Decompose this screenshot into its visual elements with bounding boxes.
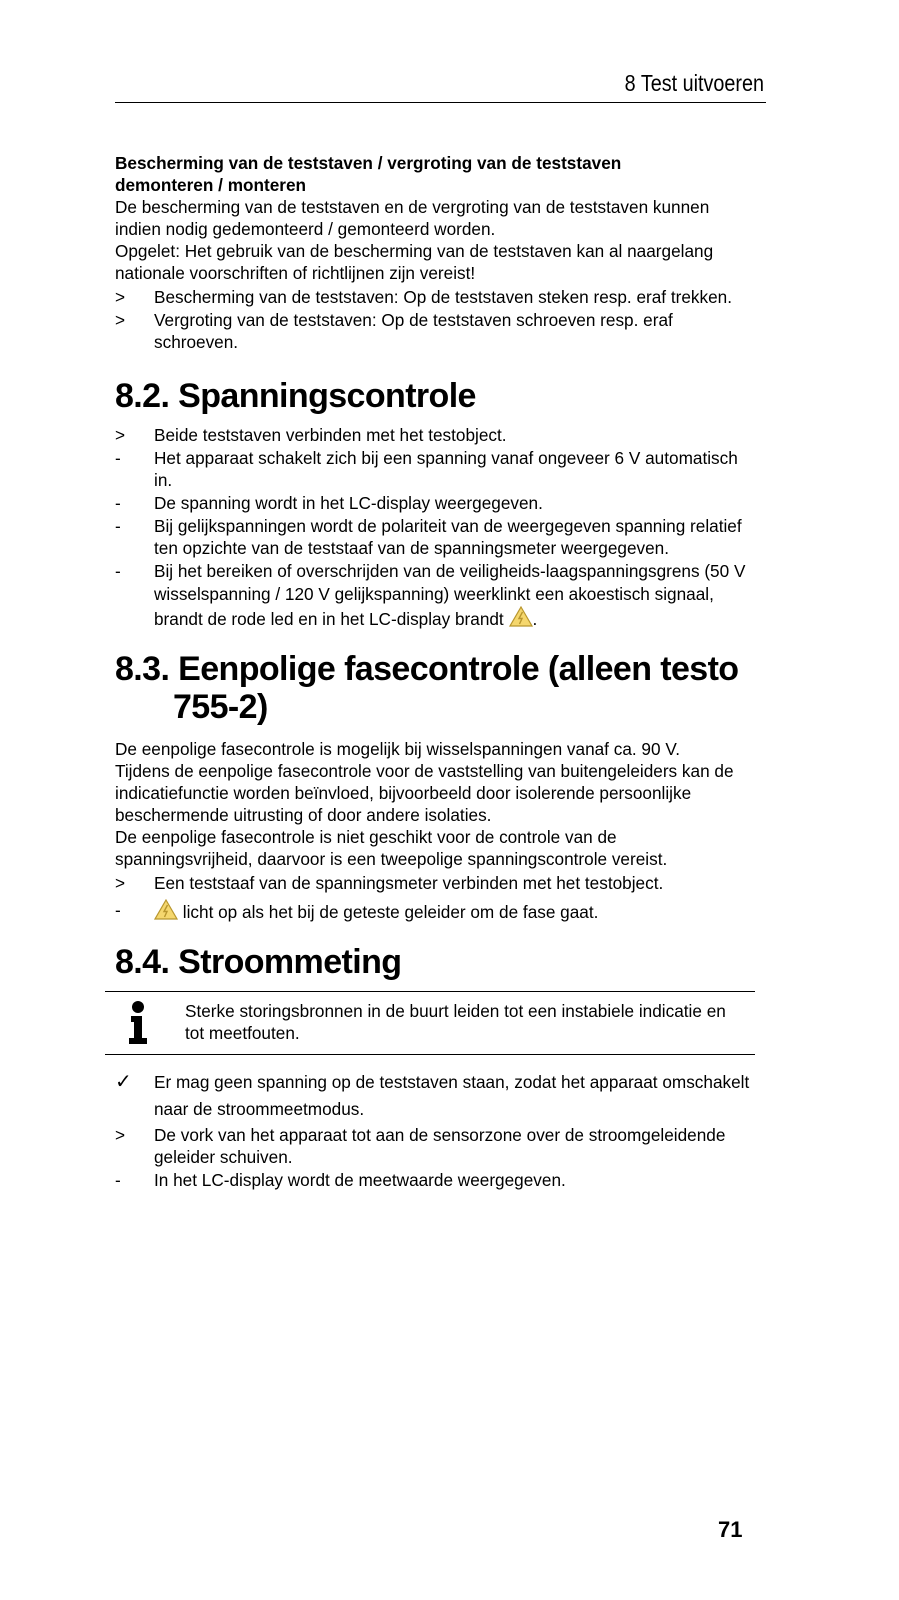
list-item-text: Bij gelijkspanningen wordt de polariteit van de weergegeven spanning relatief ten opzichte van de teststaaf van de spanningsmeter weergegeven. bbox=[154, 516, 742, 558]
section-8-4-list bbox=[115, 1069, 755, 1191]
list-item-text: Er mag geen spanning op de teststaven staan, zodat het apparaat omschakelt naar de stroommeetmodus. bbox=[154, 1072, 750, 1119]
protect-subsection bbox=[115, 152, 755, 353]
list-item-text: De spanning wordt in het LC-display weergegeven. bbox=[154, 493, 543, 513]
list-item-text: licht op als het bij de geteste geleider om de fase gaat. bbox=[182, 902, 599, 922]
list-marker: > bbox=[115, 287, 126, 307]
list-marker: - bbox=[115, 448, 121, 468]
list-marker: - bbox=[115, 493, 121, 513]
list-item bbox=[115, 899, 755, 923]
section-8-3-paragraph-3: De eenpolige fasecontrole is niet geschikt voor de controle van de spanningsvrijheid, daarvoor is een tweepolige spanningscontrole vereist. bbox=[115, 827, 668, 869]
section-title-8-3: 8.3. Eenpolige fasecontrole (alleen testo 755-2) bbox=[115, 650, 739, 726]
list-item-text: Het apparaat schakelt zich bij een spanning vanaf ongeveer 6 V automatisch in. bbox=[154, 448, 738, 490]
running-header-title: 8 Test uitvoeren bbox=[624, 70, 764, 96]
protect-paragraph-1: De bescherming van de teststaven en de vergroting van de teststaven kunnen indien nodig gedemonteerd / gemonteerd worden. bbox=[115, 197, 710, 239]
info-icon bbox=[125, 1000, 151, 1046]
section-8-3-list bbox=[115, 872, 755, 923]
list-item-text: Vergroting van de teststaven: Op de teststaven schroeven resp. eraf schroeven. bbox=[154, 310, 673, 352]
section-8-2-list bbox=[115, 424, 755, 631]
list-item-text: Beide teststaven verbinden met het testobject. bbox=[154, 425, 507, 445]
list-marker: - bbox=[115, 561, 121, 581]
list-item bbox=[115, 1069, 755, 1123]
warning-triangle-icon bbox=[154, 899, 178, 920]
section-title-8-4: 8.4. Stroommeting bbox=[115, 943, 402, 981]
list-item bbox=[115, 492, 755, 514]
list-item-text: Bescherming van de teststaven: Op de teststaven steken resp. eraf trekken. bbox=[154, 287, 732, 307]
list-item-text: Een teststaaf van de spanningsmeter verbinden met het testobject. bbox=[154, 873, 664, 893]
list-item bbox=[115, 515, 755, 559]
check-icon: ✓ bbox=[115, 1071, 132, 1093]
info-note-text: Sterke storingsbronnen in de buurt leiden tot een instabiele indicatie en tot meetfouten. bbox=[185, 1001, 726, 1043]
list-item-text: In het LC-display wordt de meetwaarde weergegeven. bbox=[154, 1170, 566, 1190]
protect-list bbox=[115, 286, 755, 353]
list-item bbox=[115, 286, 755, 308]
subhead-line-1: Bescherming van de teststaven / vergroting van de teststaven bbox=[115, 153, 622, 173]
list-item-suffix: . bbox=[532, 609, 538, 629]
page-content bbox=[115, 152, 755, 1192]
subhead-line-2: demonteren / monteren bbox=[115, 175, 307, 195]
protect-paragraph-2: Opgelet: Het gebruik van de bescherming van de teststaven kan al naargelang nationale voorschriften of richtlijnen zijn vereist! bbox=[115, 241, 714, 283]
section-8-3-paragraph-2: Tijdens de eenpolige fasecontrole voor de vaststelling van buitengeleiders kan de indicatiefunctie worden beïnvloed, bijvoorbeeld door isolerende persoonlijke beschermende uitrusting of door andere isolaties. bbox=[115, 761, 734, 825]
list-marker: > bbox=[115, 425, 126, 445]
list-item bbox=[115, 447, 755, 491]
list-item bbox=[115, 1169, 755, 1191]
list-item bbox=[115, 424, 755, 446]
list-item bbox=[115, 1124, 755, 1168]
section-8-3-paragraph-1: De eenpolige fasecontrole is mogelijk bij wisselspanningen vanaf ca. 90 V. bbox=[115, 739, 680, 759]
list-marker: - bbox=[115, 900, 121, 920]
list-marker: > bbox=[115, 1125, 126, 1145]
page-number: 71 bbox=[718, 1517, 743, 1542]
running-header bbox=[115, 66, 766, 103]
info-note bbox=[105, 991, 755, 1055]
list-item-text: Bij het bereiken of overschrijden van de veiligheids-laagspanningsgrens (50 V wisselspanning / 120 V gelijkspanning) weerklinkt een akoestisch signaal, brandt de rode led en in het LC-display brandt bbox=[154, 561, 746, 629]
list-marker: > bbox=[115, 310, 126, 330]
list-marker: - bbox=[115, 1170, 121, 1190]
list-marker: - bbox=[115, 516, 121, 536]
list-marker: > bbox=[115, 873, 126, 893]
list-item bbox=[115, 560, 755, 631]
warning-triangle-icon bbox=[509, 606, 533, 627]
section-title-8-2: 8.2. Spanningscontrole bbox=[115, 377, 476, 415]
list-item bbox=[115, 872, 755, 894]
list-item-text: De vork van het apparaat tot aan de sensorzone over de stroomgeleidende geleider schuiven. bbox=[154, 1125, 726, 1167]
list-item bbox=[115, 309, 755, 353]
